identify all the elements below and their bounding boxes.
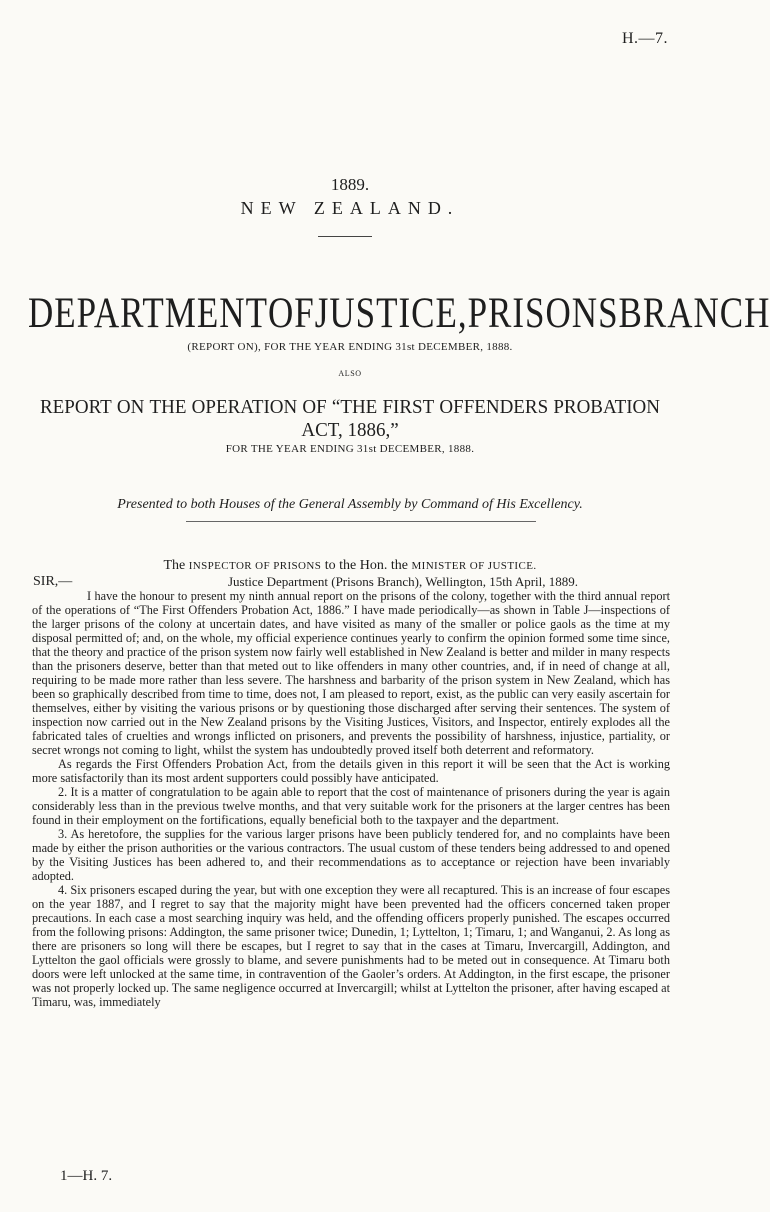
second-report-title: [40, 396, 660, 442]
title-word: THE: [149, 396, 187, 419]
title-word: PROBATION: [553, 396, 660, 419]
title-word: FIRST: [382, 396, 435, 419]
title-word: OFFENDERS: [439, 396, 549, 419]
also-label: ALSO: [338, 369, 362, 378]
presented-line: Presented to both Houses of the General Assembly by Command of His Excellency.: [117, 497, 583, 512]
title-word: OF: [302, 396, 327, 419]
second-title-line-2: ACT, 1886,”: [301, 419, 399, 442]
title-word: ON: [116, 396, 145, 419]
addressee-pre: The: [163, 558, 186, 573]
title-subtitle: (REPORT ON), FOR THE YEAR ENDING 31st DECEMBER, 1888.: [187, 341, 513, 353]
title-word: “THE: [331, 396, 378, 419]
body-paragraph: 2. It is a matter of congratulation to be again able to report that the cost of maintenance of prisoners during the year is again considerably less than in the previous twelve months, and that very suitable work for the prisoners at the larger centres has been found in their employment on the fortifications, equally beneficial both to the taxpayer and the department.: [32, 785, 670, 828]
addressee-from: INSPECTOR OF PRISONS: [188, 560, 322, 572]
country-heading: NEW ZEALAND.: [240, 198, 460, 218]
letter-body: [32, 589, 670, 1009]
title-word: BRANCH: [618, 288, 770, 337]
title-word: DEPARTMENT: [28, 288, 268, 337]
divider-short: [318, 236, 372, 237]
page-id: H.—7.: [621, 30, 668, 47]
signature-mark: 1—H. 7.: [60, 1168, 113, 1184]
title-word: PRISONS: [467, 288, 619, 337]
body-paragraph: I have the honour to present my ninth annual report on the prisons of the colony, together with the third annual report of the operations of “The First Offenders Probation Act, 1886.” I have made periodically—as shown in Table J—inspections of the larger prisons of the colony at uncertain dates, and have visited as many of the smaller or police gaols as the time at my disposal permitted of; and, on the whole, my official experience continues yearly to confirm the opinion formed some time since, that the theory and practice of the prison system now fairly well established in New Zealand is better and milder in many respects than the prisoners deserve, better than that meted out to like offenders in many other countries, and, if in need of change at all, requiring to be made more rather than less severe. The harshness and barbarity of the prison system in New Zealand, which has been so graphically described from time to time, does not, I am pleased to report, exist, as the public can very easily ascertain for themselves, either by visiting the various prisons or by questioning those discharged after serving their sentences. The system of inspection now carried out in the New Zealand prisons by the Visiting Justices, Visitors, and Inspector, entirely explodes all the fabricated tales of cruelties and wrongs inflicted on prisoners, and prevents the possibility of harshness, injustice, partiality, or secret wrongs not coming to light, whilst the system has undoubtedly proved itself both deterrent and reformatory.: [32, 589, 670, 758]
body-paragraph: 3. As heretofore, the supplies for the various larger prisons have been publicly tendered for, and no complaints have been made by either the prison authorities or the various contractors. The usual custom of these tenders being addressed to and opened by the Visiting Justices has been adhered to, and their recommendations as to acceptance or rejection have been invariably adopted.: [32, 827, 670, 884]
body-paragraph: As regards the First Offenders Probation Act, from the details given in this report it will be seen that the Act is working more satisfactorily than its most ardent supporters could possibly have anticipated.: [32, 757, 670, 786]
title-word: OPERATION: [191, 396, 298, 419]
main-title: [28, 288, 770, 338]
addressee-mid: to the Hon. the: [324, 558, 408, 573]
second-report-subtitle: FOR THE YEAR ENDING 31st DECEMBER, 1888.: [225, 443, 475, 455]
title-word: REPORT: [40, 396, 112, 419]
dateline: Justice Department (Prisons Branch), Wellington, 15th April, 1889.: [228, 574, 579, 589]
body-paragraph: 4. Six prisoners escaped during the year, but with one exception they were all recaptured. This is an increase of four escapes on the year 1887, and I regret to say that the majority might have been prevented had the officers concerned taken proper precautions. In each case a most searching inquiry was held, and the offending officers properly punished. The escapes occurred from the following prisons: Addington, the same prisoner twice; Dunedin, 1; Lyttelton, 1; Timaru, 1; and Wanganui, 2. As long as there are prisoners so long will there be escapes, but I regret to say that in the cases at Timaru, Invercargill, Addington, and Lyttelton the gaol officials were grossly to blame, and severe punishments had to be meted out in consequence. At Timaru both doors were left unlocked at the same time, in contravention of the Gaoler’s orders. At Addington, in the first escape, the prisoner was not properly locked up. The same negligence occurred at Invercargill; whilst at Lyttelton the prisoner, after having escaped at Timaru, was, immediately: [32, 883, 670, 1010]
letter-addressee: [0, 558, 700, 574]
salutation: SIR,—: [33, 574, 73, 589]
title-word: OF: [267, 288, 315, 337]
addressee-to: MINISTER OF JUSTICE.: [411, 560, 537, 572]
divider-long: [186, 521, 536, 522]
title-word: JUSTICE,: [314, 288, 468, 337]
second-title-line-1: [40, 396, 660, 419]
report-year: 1889.: [330, 175, 370, 194]
